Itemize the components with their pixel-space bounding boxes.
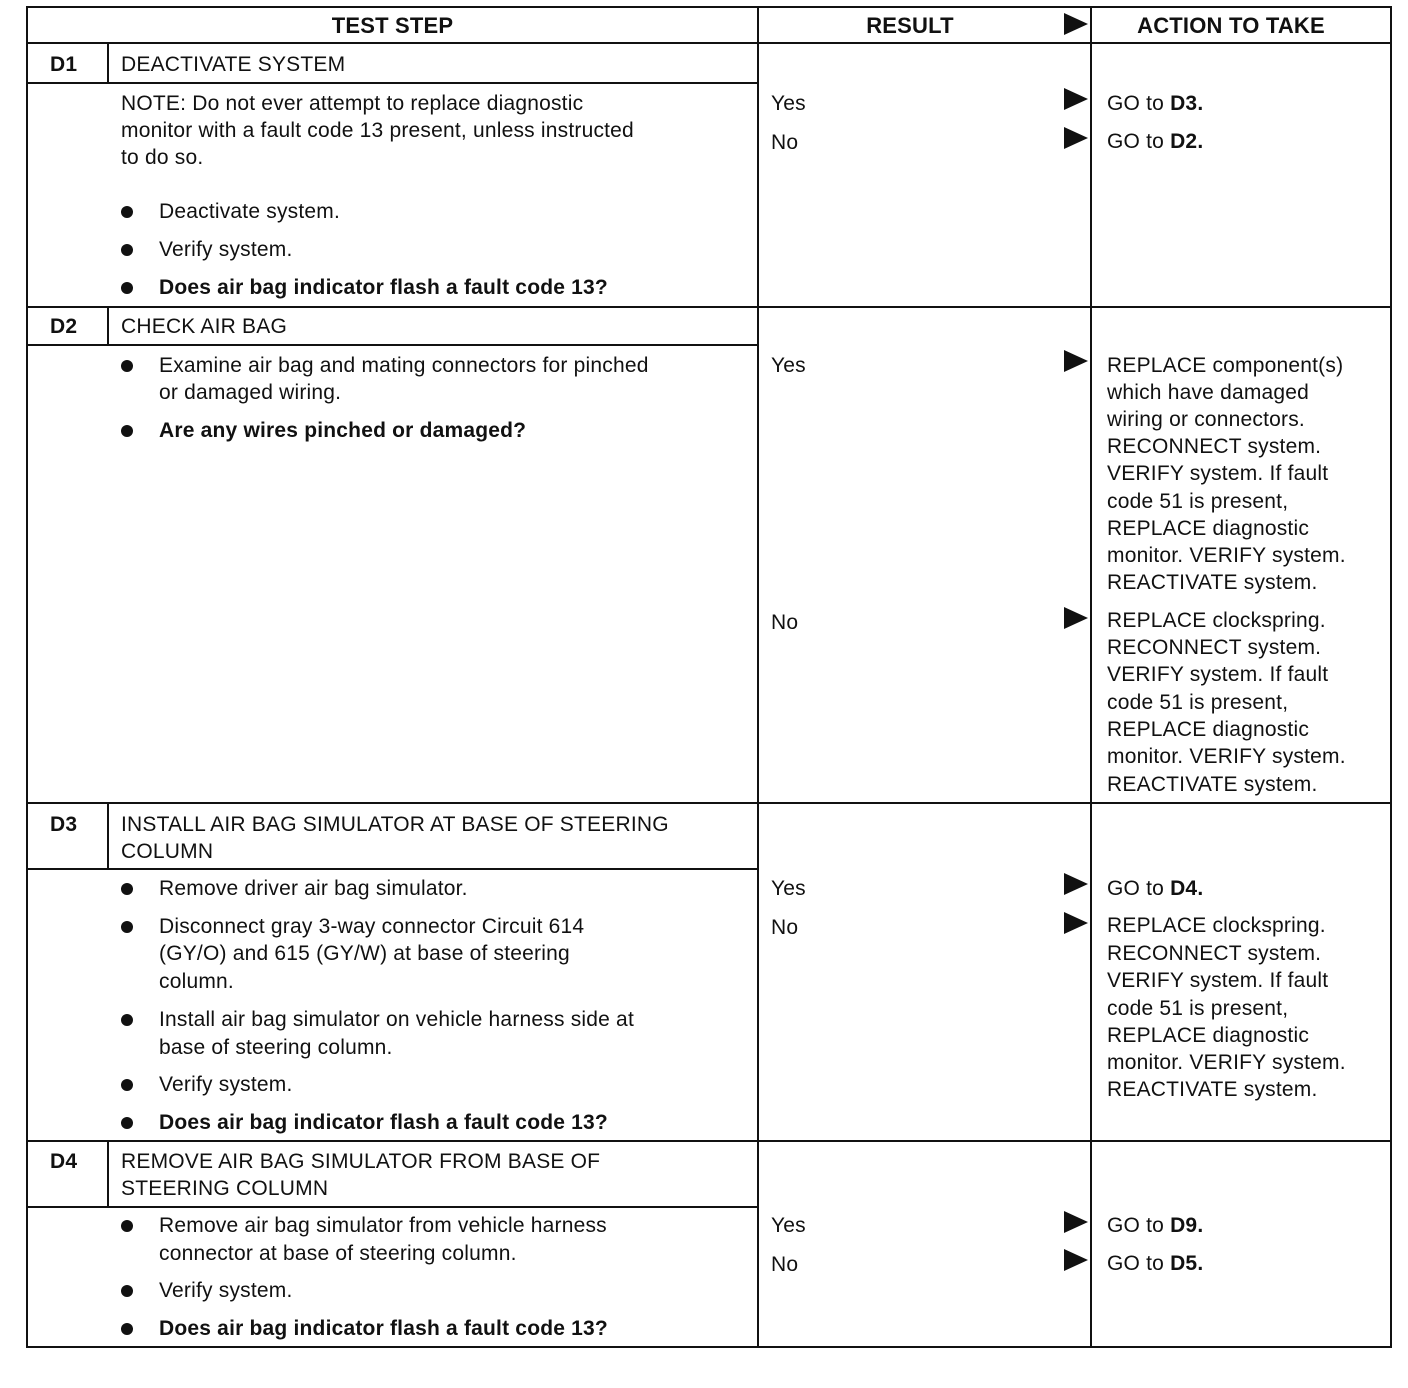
header-arrow-icon (1064, 13, 1088, 35)
step-title: INSTALL AIR BAG SIMULATOR AT BASE OF STEERING (121, 813, 669, 836)
section-divider-d4 (26, 1140, 1392, 1142)
result-no: No (771, 611, 799, 634)
result-yes: Yes (771, 877, 806, 900)
arrow-icon (1064, 1211, 1088, 1233)
bullet-text: Remove air bag simulator from vehicle harness (159, 1214, 607, 1237)
result-no: No (771, 916, 799, 939)
arrow-icon (1064, 912, 1088, 934)
step-code: D4 (50, 1150, 78, 1173)
step-title: STEERING COLUMN (121, 1177, 329, 1200)
arrow-icon (1064, 350, 1088, 372)
bullet-icon (121, 921, 133, 933)
arrow-icon (1064, 873, 1088, 895)
d2-title-underline (26, 344, 757, 346)
note-line: to do so. (121, 146, 204, 169)
bullet-question: Does air bag indicator flash a fault code 13? (159, 1111, 608, 1134)
bullet-icon (121, 1079, 133, 1091)
bullet-icon (121, 883, 133, 895)
arrow-icon (1064, 127, 1088, 149)
bullet-icon (121, 1220, 133, 1232)
arrow-icon (1064, 607, 1088, 629)
action-line: REACTIVATE system. (1107, 773, 1318, 796)
d4-title-underline (26, 1206, 757, 1208)
bullet-question: Does air bag indicator flash a fault code 13? (159, 276, 608, 299)
action-line: REPLACE diagnostic (1107, 1024, 1310, 1047)
action-line: REPLACE clockspring. (1107, 609, 1326, 632)
bullet-text: column. (159, 970, 234, 993)
action-line: VERIFY system. If fault (1107, 969, 1329, 992)
result-yes: Yes (771, 92, 806, 115)
arrow-icon (1064, 88, 1088, 110)
note-line: NOTE: Do not ever attempt to replace diagnostic (121, 92, 584, 115)
step-code: D3 (50, 813, 78, 836)
result-no: No (771, 1253, 799, 1276)
action-text: GO to D4. (1107, 877, 1204, 900)
bullet-text: (GY/O) and 615 (GY/W) at base of steering (159, 942, 570, 965)
bullet-icon (121, 1285, 133, 1297)
result-yes: Yes (771, 1214, 806, 1237)
header-action: ACTION TO TAKE (1137, 13, 1325, 38)
bullet-text: Deactivate system. (159, 200, 340, 223)
action-line: which have damaged (1107, 381, 1310, 404)
d1-title-underline (26, 82, 757, 84)
action-text: GO to D3. (1107, 92, 1204, 115)
table-left-border (26, 6, 28, 1348)
action-text: GO to D2. (1107, 130, 1204, 153)
header-test-step: TEST STEP (331, 13, 454, 38)
bullet-text: Disconnect gray 3-way connector Circuit 614 (159, 915, 585, 938)
bullet-text: Install air bag simulator on vehicle harness side at (159, 1008, 634, 1031)
table-top-border (26, 6, 1392, 8)
result-column-divider (757, 6, 759, 1348)
d3-code-divider (107, 802, 109, 870)
note-line: monitor with a fault code 13 present, unless instructed (121, 119, 634, 142)
bullet-icon (121, 282, 133, 294)
bullet-text: Verify system. (159, 238, 293, 261)
bullet-text: Remove driver air bag simulator. (159, 877, 468, 900)
bullet-text: Examine air bag and mating connectors for pinched (159, 354, 649, 377)
header-result: RESULT (866, 13, 954, 38)
bullet-text: Verify system. (159, 1073, 293, 1096)
action-line: REPLACE clockspring. (1107, 914, 1326, 937)
step-title: COLUMN (121, 840, 214, 863)
bullet-icon (121, 425, 133, 437)
bullet-icon (121, 1014, 133, 1026)
d4-code-divider (107, 1140, 109, 1208)
action-line: REACTIVATE system. (1107, 571, 1318, 594)
bullet-icon (121, 1117, 133, 1129)
d3-title-underline (26, 868, 757, 870)
header-bottom-border (26, 42, 1392, 44)
bullet-text: base of steering column. (159, 1036, 393, 1059)
action-line: monitor. VERIFY system. (1107, 1051, 1346, 1074)
action-line: REACTIVATE system. (1107, 1078, 1318, 1101)
bullet-text: or damaged wiring. (159, 381, 342, 404)
action-line: code 51 is present, (1107, 997, 1289, 1020)
action-line: code 51 is present, (1107, 691, 1289, 714)
bullet-icon (121, 1323, 133, 1335)
action-line: REPLACE diagnostic (1107, 718, 1310, 741)
action-text: GO to D9. (1107, 1214, 1204, 1237)
action-line: VERIFY system. If fault (1107, 462, 1329, 485)
bullet-text: Verify system. (159, 1279, 293, 1302)
action-line: monitor. VERIFY system. (1107, 544, 1346, 567)
step-title: REMOVE AIR BAG SIMULATOR FROM BASE OF (121, 1150, 601, 1173)
action-line: REPLACE component(s) (1107, 354, 1344, 377)
d1-code-divider (107, 42, 109, 84)
action-column-divider (1090, 6, 1092, 1348)
result-no: No (771, 131, 799, 154)
section-divider-d2 (26, 306, 1392, 308)
action-line: VERIFY system. If fault (1107, 663, 1329, 686)
action-text: GO to D5. (1107, 1252, 1204, 1275)
bullet-text: connector at base of steering column. (159, 1242, 517, 1265)
action-line: code 51 is present, (1107, 490, 1289, 513)
step-title: DEACTIVATE SYSTEM (121, 53, 346, 76)
table-right-border (1390, 6, 1392, 1348)
action-line: RECONNECT system. (1107, 435, 1322, 458)
table-bottom-border (26, 1346, 1392, 1348)
step-code: D2 (50, 315, 78, 338)
d2-code-divider (107, 306, 109, 346)
step-code: D1 (50, 53, 78, 76)
action-line: REPLACE diagnostic (1107, 517, 1310, 540)
bullet-question: Does air bag indicator flash a fault code 13? (159, 1317, 608, 1340)
result-yes: Yes (771, 354, 806, 377)
bullet-icon (121, 206, 133, 218)
bullet-question: Are any wires pinched or damaged? (159, 419, 527, 442)
action-line: RECONNECT system. (1107, 636, 1322, 659)
action-line: wiring or connectors. (1107, 408, 1305, 431)
action-line: RECONNECT system. (1107, 942, 1322, 965)
action-line: monitor. VERIFY system. (1107, 745, 1346, 768)
arrow-icon (1064, 1249, 1088, 1271)
section-divider-d3 (26, 802, 1392, 804)
bullet-icon (121, 360, 133, 372)
step-title: CHECK AIR BAG (121, 315, 287, 338)
bullet-icon (121, 244, 133, 256)
